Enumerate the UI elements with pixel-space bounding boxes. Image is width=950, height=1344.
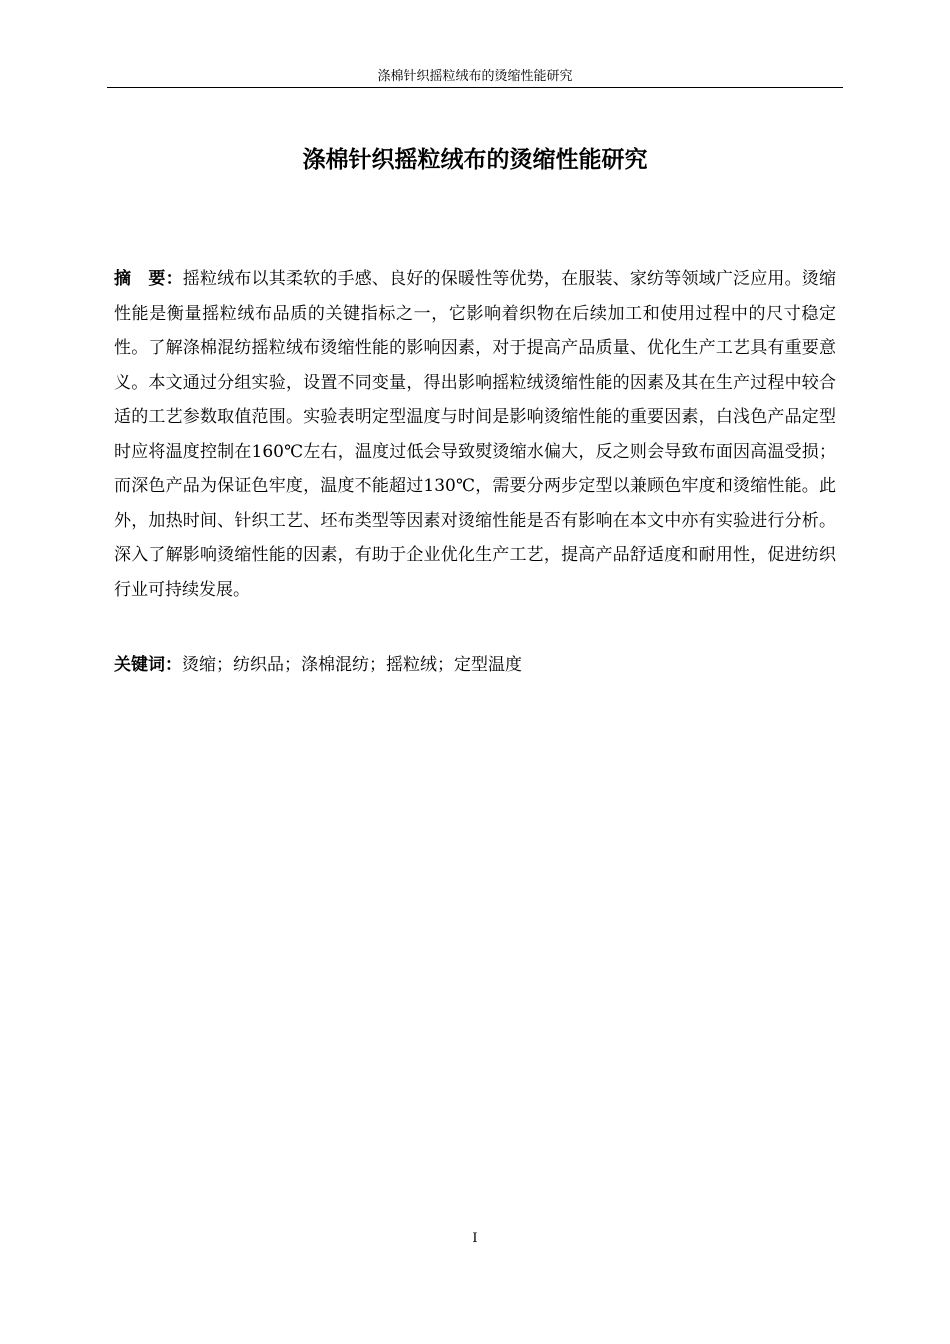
header-divider: [107, 87, 843, 88]
abstract-label: 摘 要：: [114, 269, 183, 289]
page-number: I: [472, 1231, 478, 1246]
abstract-paragraph: [114, 262, 836, 607]
document-title: 涤棉针织摇粒绒布的烫缩性能研究: [302, 147, 648, 173]
keywords-text: 烫缩；纺织品；涤棉混纺；摇粒绒；定型温度: [182, 655, 522, 675]
keywords-line: [114, 648, 836, 683]
abstract-text: 摇粒绒布以其柔软的手感、良好的保暖性等优势，在服装、家纺等领域广泛应用。烫缩性能是衡量摇粒绒布品质的关键指标之一，它影响着织物在后续加工和使用过程中的尺寸稳定性。了解涤棉混纺摇粒绒布烫缩性能的影响因素，对于提高产品质量、优化生产工艺具有重要意义。本文通过分组实验，设置不同变量，得出影响摇粒绒烫缩性能的因素及其在生产过程中较合适的工艺参数取值范围。实验表明定型温度与时间是影响烫缩性能的重要因素，白浅色产品定型时应将温度控制在160℃左右，温度过低会导致熨烫缩水偏大，反之则会导致布面因高温受损；而深色产品为保证色牢度，温度不能超过130℃，需要分两步定型以兼顾色牢度和烫缩性能。此外，加热时间、针织工艺、坯布类型等因素对烫缩性能是否有影响在本文中亦有实验进行分析。深入了解影响烫缩性能的因素，有助于企业优化生产工艺，提高产品舒适度和耐用性，促进纺织行业可持续发展。: [114, 269, 836, 600]
keywords-label: 关键词：: [114, 655, 182, 675]
running-header: 涤棉针织摇粒绒布的烫缩性能研究: [377, 69, 573, 84]
